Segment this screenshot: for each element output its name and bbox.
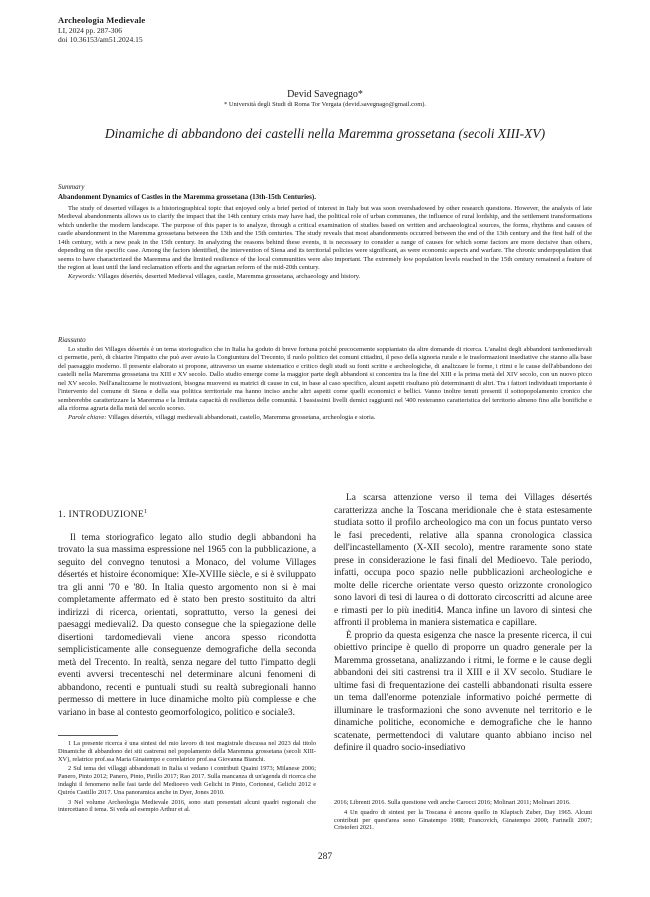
journal-volume: LI, 2024 pp. 287-306 — [58, 25, 122, 35]
article-title: Dinamiche di abbandono dei castelli nella Maremma grossetana (secoli XIII-XV) — [104, 126, 546, 141]
footnote-1: 1 La presente ricerca è una sintesi del mio lavoro di tesi magistrale discussa nel 2023 dal titolo Dinamiche di abbandono dei siti castrensi nel popolamento della Maremma grossetana (secoli XIII-XV), relatrice prof.ssa Maria Ginatempo e correlatrice prof.ssa Giovanna Bianchi. — [58, 740, 316, 763]
footnote-3: 3 Nel volume Archeologia Medievale 2016, sono stati presentati alcuni quadri regionali che intercettano il tema. Si veda ad esempio Arthur et al. — [58, 798, 316, 814]
summary-keywords — [58, 273, 592, 281]
journal-header — [58, 16, 358, 45]
riassunto-keywords-text: Villages désertés, villaggi medievali abbandonati, castello, Maremma grossetana, archeologia e storia. — [108, 413, 376, 421]
summary-keywords-text: Villages désertés, deserted Medieval villages, castle, Maremma grossetana, archaeology and history. — [97, 272, 361, 280]
summary-paragraph: The study of deserted villages is a historiographical topic that enjoyed only a brief period of interest in Italy but was soon overshadowed by other research questions. However, the analysis of late Medieval abandonments allows us to clarify the impact that the 14th century crisis may have had, the political role of urban communes, the influence of rural lordship, and the settlement transformations which underlie the modern landscape. The purpose of this paper is to analyze, through a critical examination of studies based on written and archaeological sources, the forms, rhythms and causes of castle abandonment in the Maremma grossetana between the 13th and the 15th centuries. The study reveals that most abandonments occurred between the end of the 13th century and the first half of the 14th century, with a new peak in the 15th century. In analyzing the reasons behind these events, it is necessary to consider a range of causes for which some factors are more decisive than others, depending on the specific case. Among the factors identified, the intervention of Siena and its territorial policies were significant, as were economic aspects and warfare. The chronic underpopulation that seems to have characterized the Maremma and the limited resilience of the local communities were also important. The extremely low population levels reached in the 15th century remained a feature of the region at least until the land reclamation efforts and the agrarian reform of the mid-20th century. — [58, 205, 592, 272]
journal-name: Archeologia Medievale — [58, 15, 146, 25]
footnotes-left — [58, 740, 316, 816]
riassunto-body — [58, 346, 592, 422]
summary-keywords-label: Keywords: — [68, 272, 97, 280]
section-heading — [58, 509, 316, 522]
riassunto-keywords-label: Parole chiave: — [68, 413, 107, 421]
left-column — [58, 509, 316, 719]
section-heading-note: 1 — [144, 507, 148, 515]
footnote-3-continued: 2016; Librenti 2016. Sulla questione vedi anche Carocci 2016; Molinari 2011; Molinari 2016. — [334, 799, 571, 806]
right-column — [334, 492, 592, 755]
intro-paragraph-1: Il tema storiografico legato allo studio degli abbandoni ha trovato la sua massima espressione nel 1965 con la pubblicazione, a seguito del convegno tenutosi a Monaco, del volume Villages désertés et histoire économique: XIe-XVIIIe siècle, e si è sviluppato tra gli anni '70 e '80. In Italia questo argomento non si è mai completamente affermato ed è stato ben presto sostituito da altri indirizzi di ricerca, orientati, soprattutto, verso la genesi dei paesaggi medievali2. Da questo consegue che la spiegazione delle disertioni tardomedievali viene ancora spesso ricondotta semplicisticamente alle conseguenze demografiche della seconda metà del Trecento. In realtà, senza negare del tutto l'impatto degli eventi avversi trecenteschi nel determinare alcuni fenomeni di abbandono, recenti e puntuali studi su realtà subregionali hanno permesso di mettere in luce dinamiche molto più complesse e che variano in base al contesto geomorfologico, politico e sociale3. — [58, 532, 316, 718]
footnote-divider — [58, 735, 118, 736]
author-name: Devid Savegnago* — [287, 89, 363, 100]
intro-paragraph-2: La scarsa attenzione verso il tema dei Villages désertés caratterizza anche la Toscana meridionale che è stata estesamente studiata sotto il profilo archeologico ma con un focus puntato verso le fasi precedenti, relative alla spanna cronologica classica dell'incastellamento (X-XII secolo), mentre raramente sono state prese in considerazione le fasi finali del Medioevo. Tale periodo, infatti, occupa poco spazio nelle pubblicazioni archeologiche e molte delle ricerche orientate verso questo orizzonte cronologico sono lavori di tesi di laurea o di dottorato circoscritti ad alcune aree e rimasti per lo più inediti4. Manca infine un lavoro di sintesi che affronti il problema in maniera sistematica e capillare. — [334, 493, 592, 628]
riassunto-label: Riassunto — [58, 336, 86, 344]
author-affiliation: * Università degli Studi di Roma Tor Vergata (devid.savegnago@gmail.com). — [223, 101, 427, 108]
summary-title-text: Abandonment Dynamics of Castles in the Maremma grossetana (13th-15th Centuries). — [58, 193, 316, 201]
riassunto-keywords — [58, 414, 592, 422]
footnotes-right — [334, 799, 592, 834]
summary-body — [58, 205, 592, 281]
journal-doi: doi 10.36153/am51.2024.15 — [58, 35, 143, 44]
summary-label: Summary — [58, 183, 85, 191]
footnote-2: 2 Sul tema dei villaggi abbandonati in Italia si vedano i contributi Quaini 1973; Milanese 2006; Panero, Pinto 2012; Panero, Pinto, Pirillo 2017; Rao 2017. Sulla mancanza di un'agenda di ricerca che indaghi il fenomeno nelle fasi tarde del Medioevo vedi Gelichi in Pinto, Cortonesi, Gelichi 2012 e Quirós Castillo 2017. Una panoramica anche in Dyer, Jones 2010. — [58, 765, 316, 796]
page-number: 287 — [317, 852, 333, 862]
section-heading-text: 1. INTRODUZIONE — [58, 509, 145, 520]
footnote-4: 4 Un quadro di sintesi per la Toscana è ancora quello in Klapisch Zuber, Day 1965. Alcuni contributi per quest'area sono Ginatempo 1988; Francovich, Ginatempo 2000; Farinelli 2007; Cristoferi 2021. — [334, 808, 592, 832]
summary-title — [58, 193, 316, 201]
riassunto-paragraph: Lo studio dei Villages désertés è un tema storiografico che in Italia ha goduto di breve fortuna poiché precocemente soppiantato da altre domande di ricerca. L'analisi degli abbandoni tardomedievali ci permette, però, di chiarire l'impatto che può aver avuto la Congiuntura del Trecento, il ruolo politico dei comuni cittadini, il peso della signoria rurale e le trasformazioni insediative che stanno alla base del paesaggio moderno. Il presente elaborato si propone, attraverso un esame sistematico e critico degli studi su fonti scritte e archeologiche, di analizzare le forme, i ritmi e le cause dell'abbandono dei castelli nella Maremma grossetana tra XIII e XV secolo. Dallo studio emerge come la maggior parte degli abbandoni si concentra tra la fine del XIII e la prima metà del XIV secolo, con un nuovo picco nel XV secolo. Nell'analizzarne le motivazioni, bisogna muoversi su matrici di cause in cui, in base al caso specifico, alcuni aspetti risultano più determinanti di altri. Tra i fattori individuati importante è l'intervento del comune di Siena e della sua politica territoriale ma hanno inciso anche altri aspetti come quelli economici e bellici. Vanno inoltre tenuti presenti il sottopopolamento cronico che sembrerebbe caratterizzare la Maremma e la limitata capacità di resilienza delle comunità. I bassissimi livelli demici raggiunti nel '400 resteranno caratteristica del territorio almeno fino alle bonifiche e alla riforma agraria della metà del secolo scorso. — [58, 346, 592, 413]
intro-paragraph-3: È proprio da questa esigenza che nasce la presente ricerca, il cui obiettivo principe è quello di proporre un quadro generale per la Maremma grossetana, analizzando i ritmi, le forme e le cause degli abbandoni dei siti castrensi tra il XIII e il XV secolo. Studiare le ultime fasi di frequentazione dei castelli abbandonati risulta essere un tema dall'enorme potenziale informativo poiché permette di illuminare le trasformazioni che sono avvenute nel territorio e le dinamiche politiche, economiche e demografiche che le hanno scatenate, permettendoci di valutare quanto abbiano inciso nel definire il quadro socio-insediativo — [334, 630, 592, 753]
